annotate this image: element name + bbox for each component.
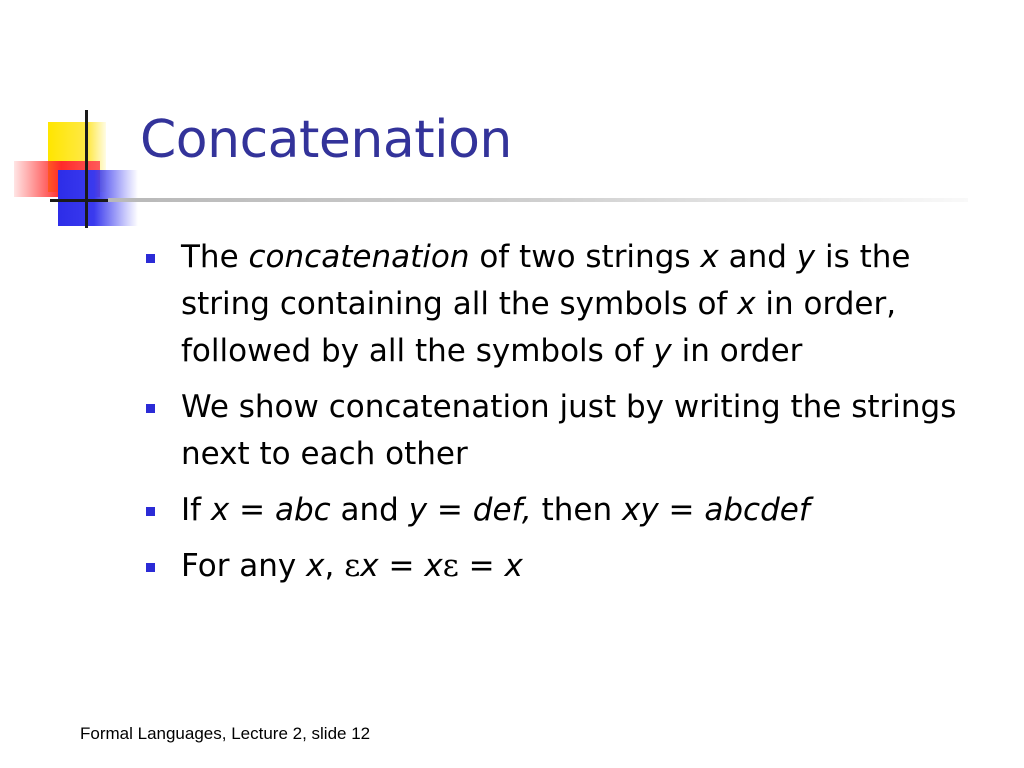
bullet-square-icon xyxy=(146,254,155,263)
text-run: in order, followed by all the symbols of xyxy=(181,286,897,369)
text-run: The xyxy=(181,239,249,275)
italic-term: abcdef xyxy=(704,492,810,528)
italic-term: x xyxy=(700,239,719,275)
text-run: = xyxy=(458,548,505,584)
text-run: and xyxy=(718,239,797,275)
text-run: in order xyxy=(671,333,803,369)
text-run: = xyxy=(658,492,705,528)
bullet-square-icon xyxy=(146,563,155,572)
italic-term: def, xyxy=(472,492,532,528)
italic-term: concatenation xyxy=(248,239,470,275)
text-run: and xyxy=(330,492,409,528)
epsilon-symbol: ε xyxy=(442,548,459,584)
bullet-text xyxy=(181,492,810,528)
epsilon-symbol: ε xyxy=(344,548,361,584)
title-underline xyxy=(108,198,968,202)
italic-term: y xyxy=(653,333,672,369)
italic-term: abc xyxy=(274,492,331,528)
text-run: For any xyxy=(181,548,307,584)
italic-term: y xyxy=(796,239,816,275)
slide-title: Concatenation xyxy=(140,110,512,170)
text-run: is the string containing all the symbols of xyxy=(181,239,911,322)
text-run: We show concatenation just by writing the strings next to each other xyxy=(181,389,957,472)
bullet-text xyxy=(181,548,523,584)
bullet-text xyxy=(181,389,956,472)
bullet-item xyxy=(140,384,960,478)
text-run: = xyxy=(427,492,473,528)
italic-term: x xyxy=(424,548,443,584)
text-run: = xyxy=(229,492,275,528)
bullet-square-icon xyxy=(146,507,155,516)
slide-footer: Formal Languages, Lecture 2, slide 12 xyxy=(80,724,371,743)
text-run: , xyxy=(324,548,345,584)
italic-term: x xyxy=(360,548,379,584)
italic-term: x xyxy=(306,548,325,584)
decor-vertical-line xyxy=(85,110,88,228)
bullet-item xyxy=(140,487,960,534)
bullet-text xyxy=(181,239,911,369)
text-run: of two strings xyxy=(469,239,701,275)
italic-term: y xyxy=(408,492,428,528)
bullet-item xyxy=(140,543,960,590)
bullet-list xyxy=(140,234,960,599)
italic-term: x xyxy=(737,286,756,322)
bullet-square-icon xyxy=(146,404,155,413)
text-run: then xyxy=(531,492,622,528)
italic-term: x xyxy=(210,492,230,528)
text-run: If xyxy=(181,492,211,528)
italic-term: x xyxy=(504,548,523,584)
text-run: = xyxy=(378,548,425,584)
italic-term: xy xyxy=(621,492,659,528)
bullet-item xyxy=(140,234,960,375)
